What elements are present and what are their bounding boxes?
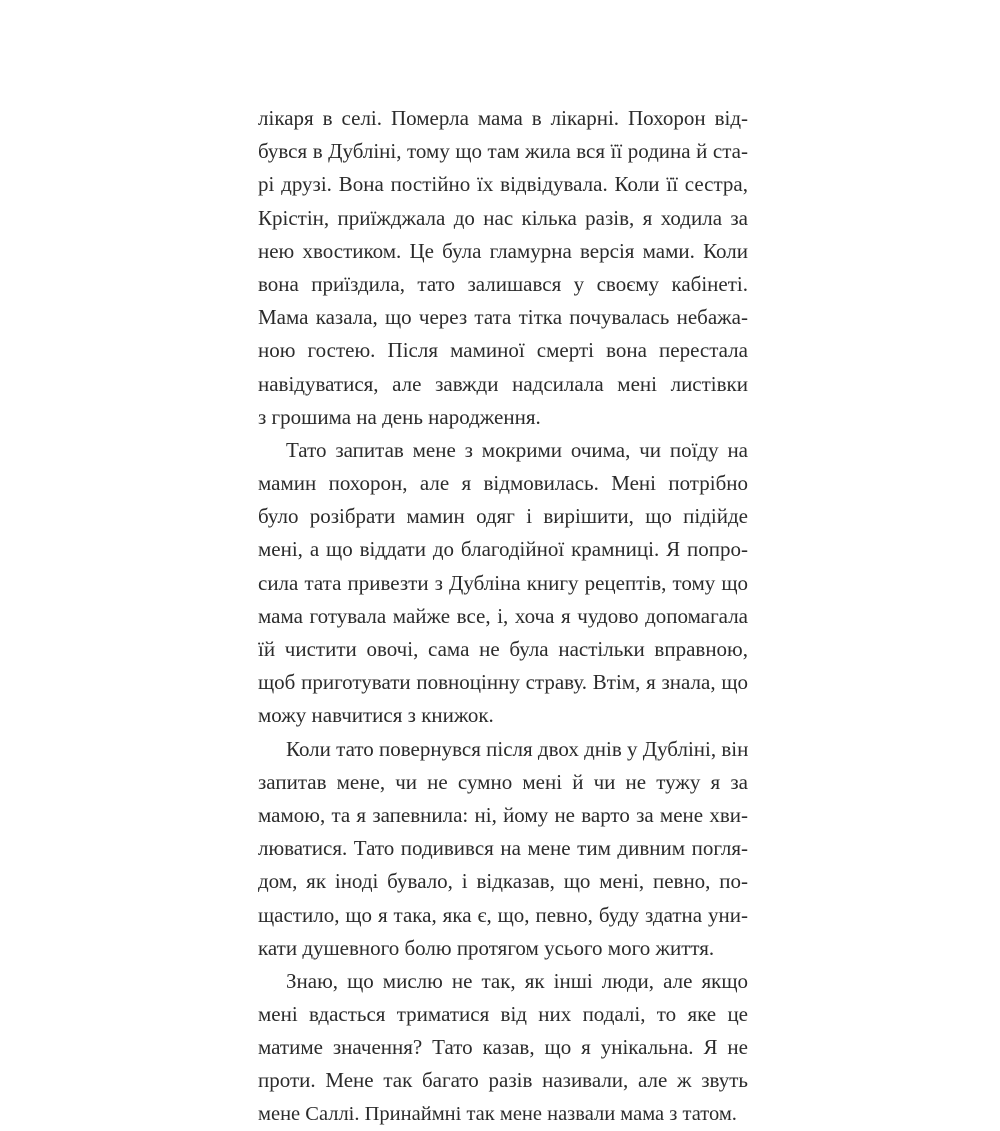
paragraph	[258, 434, 748, 733]
text-line: з грошима на день народження.	[258, 404, 541, 429]
text-line: ною гостею. Після маминої смерті вона перестала	[258, 338, 748, 363]
text-line: Знаю, що мислю не так, як інші люди, але якщо	[286, 968, 748, 993]
text-line: люватися. Тато подивився на мене тим дивним погля-	[258, 836, 748, 861]
text-line: мені, а що віддати до благодійної крамниці. Я попро-	[258, 537, 748, 562]
text-line: можу навчитися з книжок.	[258, 703, 494, 728]
text-line: кати душевного болю протягом усього мого життя.	[258, 935, 715, 960]
text-line: Коли тато повернувся після двох днів у Дубліні, він	[286, 736, 749, 761]
body-text	[258, 102, 748, 1131]
text-line: матиме значення? Тато казав, що я унікальна. Я не	[258, 1035, 748, 1060]
text-line: бувся в Дубліні, тому що там жила вся її родина й ста-	[258, 139, 748, 164]
text-line: запитав мене, чи не сумно мені й чи не тужу я за	[258, 769, 748, 794]
text-line: Тато запитав мене з мокрими очима, чи поїду на	[286, 437, 748, 462]
text-line: мамин похорон, але я відмовилась. Мені потрібно	[258, 471, 748, 496]
text-line: лікаря в селі. Померла мама в лікарні. Похорон від-	[258, 106, 748, 130]
text-line: їй чистити овочі, сама не була настільки вправною,	[258, 637, 748, 661]
text-line: мене Саллі. Принаймні так мене назвали мама з татом.	[258, 1102, 737, 1125]
paragraph	[258, 965, 748, 1131]
text-line: навідуватися, але завжди надсилала мені листівки	[258, 371, 748, 396]
text-line: було розібрати мамин одяг і вирішити, що підійде	[258, 504, 748, 529]
paragraph	[258, 733, 748, 965]
paragraph	[258, 102, 748, 434]
text-line: сила тата привезти з Дубліна книгу рецептів, тому що	[258, 570, 748, 595]
text-line: рі друзі. Вона постійно їх відвідувала. Коли її сестра,	[258, 172, 748, 197]
text-line: нею хвостиком. Це була гламурна версія мами. Коли	[258, 238, 748, 263]
text-line: проти. Мене так багато разів називали, але ж звуть	[258, 1068, 748, 1093]
text-line: мені вдасться триматися від них подалі, то яке це	[258, 1002, 748, 1027]
text-line: щастило, що я така, яка є, що, певно, буду здатна уни-	[258, 902, 748, 927]
text-line: мамою, та я запевнила: ні, йому не варто за мене хви-	[258, 802, 748, 827]
text-line: дом, як іноді бувало, і відказав, що мені, певно, по-	[258, 869, 748, 894]
text-line: Крістін, приїжджала до нас кілька разів, я ходила за	[258, 205, 748, 230]
text-line: вона приїздила, тато залишався у своєму кабінеті.	[258, 271, 748, 296]
text-line: щоб приготувати повноцінну страву. Втім, я знала, що	[258, 670, 748, 695]
text-line: Мама казала, що через тата тітка почувалась небажа-	[258, 305, 748, 330]
text-line: мама готувала майже все, і, хоча я чудово допомагала	[258, 603, 748, 628]
